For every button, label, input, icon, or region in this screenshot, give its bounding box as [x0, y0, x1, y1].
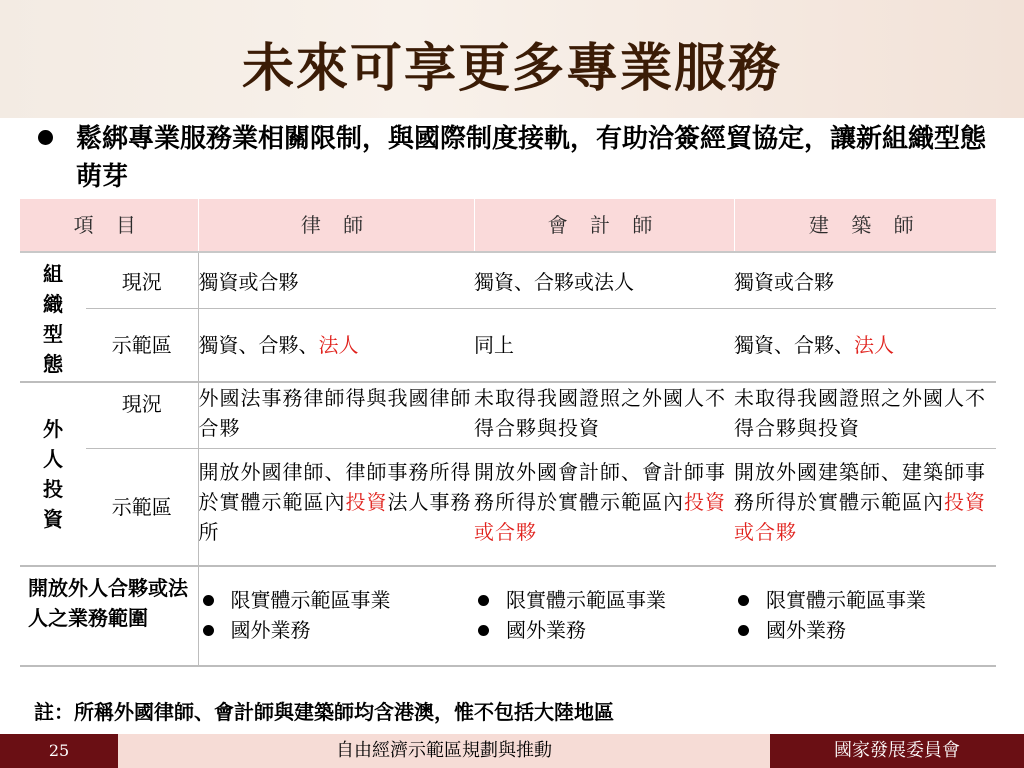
- table-row: [20, 448, 996, 566]
- cell-architect: [734, 566, 996, 666]
- list-item: 限實體示範區事業: [734, 585, 996, 615]
- group-label-scope: 開放外人合夥或法人之業務範圍: [20, 566, 198, 666]
- cell-accountant: [474, 566, 734, 666]
- table-row: [20, 308, 996, 382]
- table-row: [20, 566, 996, 666]
- group-label-cell: [20, 382, 86, 566]
- cell-architect: 獨資、合夥、法人: [734, 332, 895, 357]
- page-title: 未來可享更多專業服務: [241, 39, 782, 99]
- cell-accountant: 開放外國會計師、會計師事務所得於實體示範區內投資或合夥: [474, 459, 727, 544]
- cell-accountant: 同上: [474, 332, 515, 357]
- page-number: 25: [0, 734, 118, 768]
- cell-lawyer: 獨資、合夥、法人: [198, 332, 359, 357]
- table-row: [20, 382, 996, 448]
- footer-title: 自由經濟示範區規劃與推動: [118, 734, 770, 768]
- bullet-text: 鬆綁專業服務業相關限制，與國際制度接軌，有助洽簽經貿協定，讓新組織型態萌芽: [76, 124, 987, 192]
- list-item: 限實體示範區事業: [474, 585, 734, 615]
- group-label-cell: [20, 252, 86, 382]
- group-label-foreign: 外人投資: [43, 417, 63, 531]
- sub-label: 示範區: [86, 448, 198, 566]
- footnote: 註：所稱外國律師、會計師與建築師均含港澳，惟不包括大陸地區: [34, 700, 614, 724]
- header-lawyer: 律 師: [198, 199, 474, 252]
- cell-architect: 未取得我國證照之外國人不得合夥與投資: [734, 386, 987, 440]
- cell-lawyer: 外國法事務律師得與我國律師合夥: [198, 386, 472, 440]
- sub-label: 現況: [86, 382, 198, 448]
- cell-lawyer: 開放外國律師、律師事務所得於實體示範區內投資法人事務所: [198, 459, 472, 544]
- list-item: 國外業務: [199, 615, 475, 645]
- header-accountant: 會 計 師: [474, 199, 734, 252]
- table-header-row: [20, 199, 996, 252]
- list-item: 國外業務: [734, 615, 996, 645]
- header-architect: 建 築 師: [734, 199, 996, 252]
- list-item: 國外業務: [474, 615, 734, 645]
- bullet-icon: [38, 130, 53, 145]
- cell-accountant: 獨資、合夥或法人: [474, 270, 635, 294]
- cell-architect: 開放外國建築師、建築師事務所得於實體示範區內投資或合夥: [734, 459, 987, 544]
- table-row: [20, 252, 996, 308]
- cell-architect: 獨資或合夥: [734, 270, 835, 294]
- header-item: 項 目: [20, 199, 198, 252]
- cell-accountant: 未取得我國證照之外國人不得合夥與投資: [474, 386, 727, 440]
- cell-lawyer: [198, 566, 474, 666]
- list-item: 限實體示範區事業: [199, 585, 475, 615]
- comparison-table: [20, 199, 996, 667]
- footer-org: 國家發展委員會: [770, 734, 1024, 768]
- sub-label: 示範區: [86, 308, 198, 382]
- group-label-org: 組織型態: [43, 262, 63, 376]
- cell-lawyer: 獨資或合夥: [198, 270, 299, 294]
- sub-label: 現況: [86, 252, 198, 308]
